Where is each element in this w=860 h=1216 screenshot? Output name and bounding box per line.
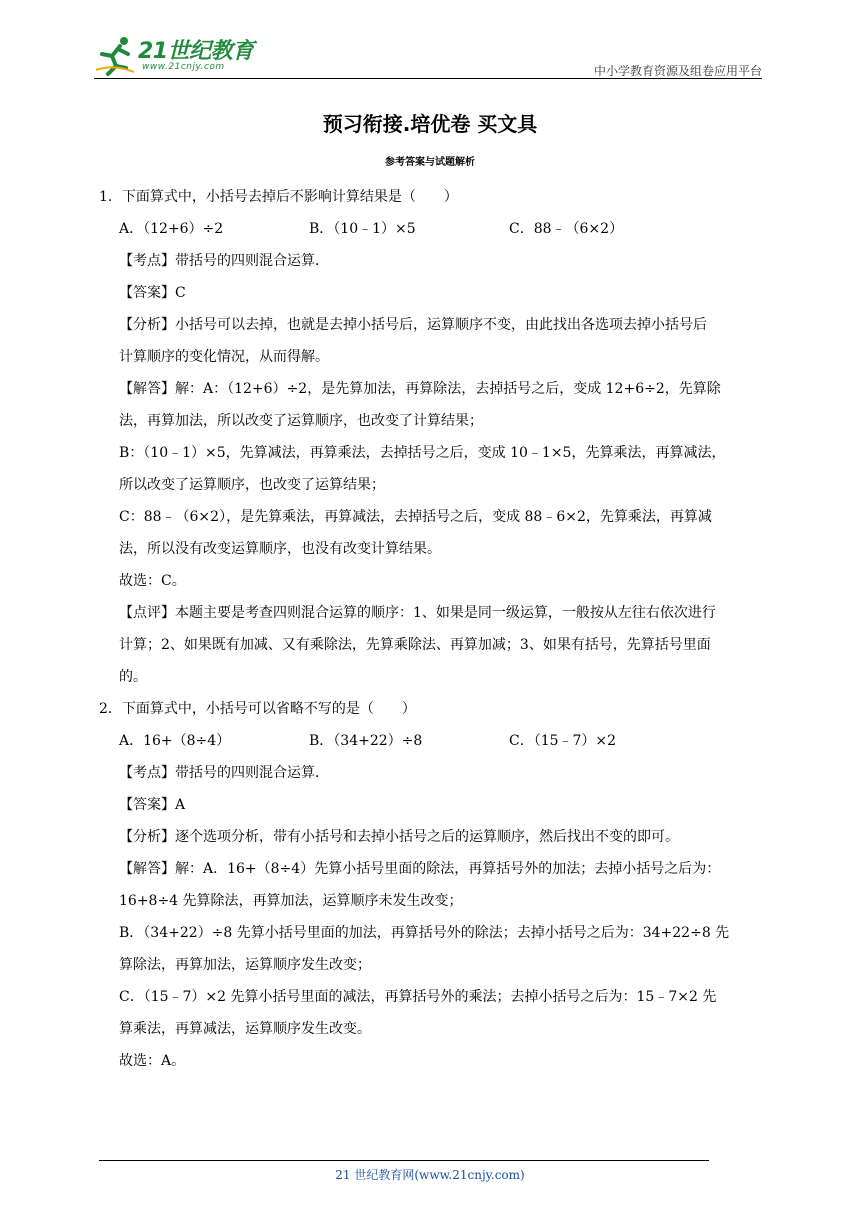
footer-divider bbox=[99, 1160, 709, 1161]
text-line: 法，所以没有改变运算顺序，也没有改变计算结果。 bbox=[119, 541, 441, 557]
q2-choice-b: B．（34+22）÷8 bbox=[309, 733, 423, 749]
text-line: 的。 bbox=[119, 669, 147, 685]
text-line: 【点评】本题主要是考查四则混合运算的顺序：1、如果是同一级运算，一般按从左往右依次进行 bbox=[119, 605, 716, 621]
text-line: C．（15﹣7）×2 先算小括号里面的减法，再算括号外的乘法；去掉小括号之后为：15﹣7×2 先 bbox=[119, 989, 717, 1005]
text-line: 故选：A。 bbox=[119, 1053, 186, 1069]
text-line: B．（34+22）÷8 先算小括号里面的加法，再算括号外的除法；去掉小括号之后为：34+22÷8 先 bbox=[119, 925, 730, 941]
text-line: 【分析】逐个选项分析，带有小括号和去掉小括号之后的运算顺序，然后找出不变的即可。 bbox=[119, 829, 679, 845]
text-line: 算除法，再算加法，运算顺序发生改变； bbox=[119, 957, 371, 973]
text-line: 计算；2、如果既有加减、又有乘除法，先算乘除法、再算加减；3、如果有括号，先算括号里面 bbox=[119, 637, 711, 653]
text-line: 【考点】带括号的四则混合运算． bbox=[119, 765, 329, 781]
footer-link[interactable]: 21 世纪教育网(www.21cnjy.com) bbox=[335, 1168, 525, 1182]
text-line: 【答案】C bbox=[119, 285, 186, 301]
text-line: 【分析】小括号可以去掉，也就是去掉小括号后，运算顺序不变，由此找出各选项去掉小括号后 bbox=[119, 317, 707, 333]
text-line: 法，再算加法，所以改变了运算顺序，也改变了计算结果； bbox=[119, 413, 483, 429]
text-line: 【解答】解：A．16+（8÷4）先算小括号里面的除法，再算括号外的加法；去掉小括号之后为： bbox=[119, 861, 721, 877]
header-divider bbox=[94, 78, 762, 79]
runner-icon bbox=[94, 34, 138, 78]
text-line: B：（10﹣1）×5，先算减法，再算乘法，去掉括号之后，变成 10﹣1×5，先算乘法，再算减法， bbox=[119, 445, 726, 461]
q1-choice-c: C．88﹣（6×2） bbox=[509, 221, 624, 237]
text-line: 【解答】解：A：（12+6）÷2，是先算加法，再算除法，去掉括号之后，变成 12+6÷2，先算除 bbox=[119, 381, 721, 397]
document-body bbox=[99, 181, 763, 1077]
page-header bbox=[94, 26, 762, 80]
platform-name: 中小学教育资源及组卷应用平台 bbox=[593, 64, 762, 78]
q1-choice-a: A．（12+6）÷2 bbox=[119, 221, 224, 237]
q1-choice-b: B．（10﹣1）×5 bbox=[309, 221, 416, 237]
text-line: 计算顺序的变化情况，从而得解。 bbox=[119, 349, 329, 365]
text-line: 算乘法，再算减法，运算顺序发生改变。 bbox=[119, 1021, 371, 1037]
logo-name: 21世纪教育 bbox=[138, 39, 254, 64]
text-line: 16+8÷4 先算除法，再算加法，运算顺序未发生改变； bbox=[119, 893, 463, 909]
q2-choice-a: A．16+（8÷4） bbox=[119, 733, 231, 749]
site-logo bbox=[94, 34, 264, 78]
text-line: 【答案】A bbox=[119, 797, 186, 813]
page-subtitle: 参考答案与试题解析 bbox=[385, 157, 475, 168]
question-2: 2．下面算式中，小括号可以省略不写的是（ ） bbox=[99, 701, 416, 717]
logo-url: www.21cnjy.com bbox=[142, 62, 225, 72]
q2-choices bbox=[99, 725, 763, 757]
q2-choice-c: C．（15﹣7）×2 bbox=[509, 733, 617, 749]
text-line: C：88﹣（6×2），是先算乘法，再算减法，去掉括号之后，变成 88﹣6×2，先算乘法，再算减 bbox=[119, 509, 712, 525]
q1-choices bbox=[99, 213, 763, 245]
question-1: 1．下面算式中，小括号去掉后不影响计算结果是（ ） bbox=[99, 189, 458, 205]
text-line: 【考点】带括号的四则混合运算． bbox=[119, 253, 329, 269]
text-line: 故选：C。 bbox=[119, 573, 186, 589]
page-title: 预习衔接.培优卷 买文具 bbox=[322, 112, 538, 136]
text-line: 所以改变了运算顺序，也改变了运算结果； bbox=[119, 477, 385, 493]
